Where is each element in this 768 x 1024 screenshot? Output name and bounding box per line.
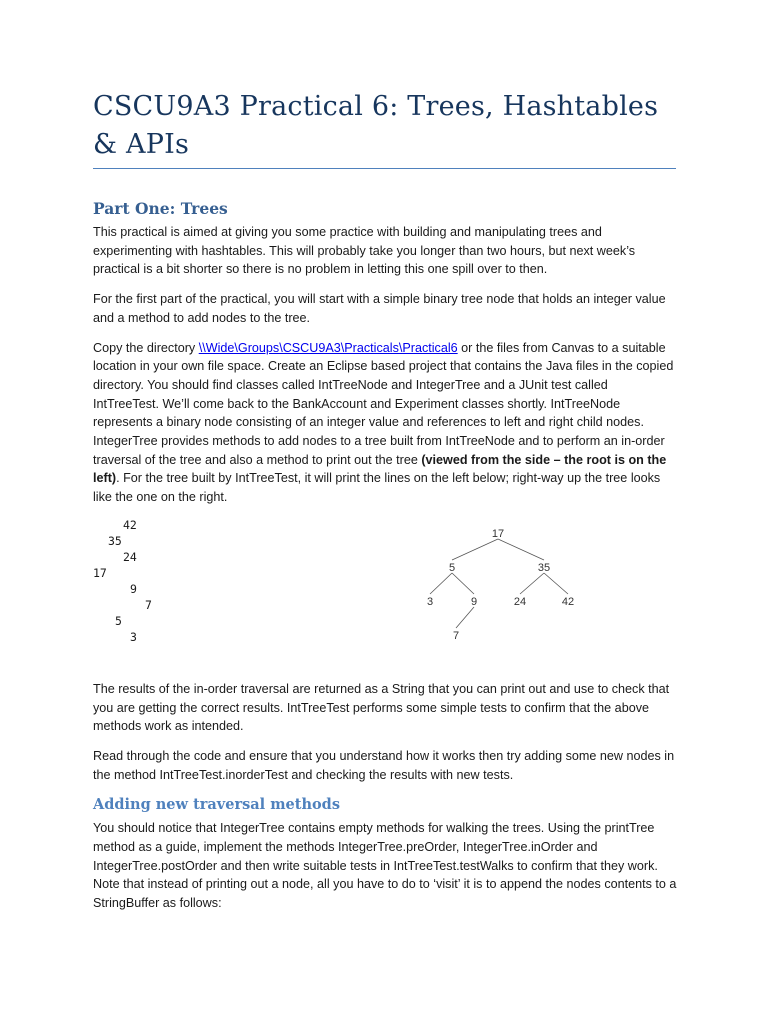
tree-figure bbox=[93, 518, 677, 652]
tree-node-label: 24 bbox=[513, 595, 527, 608]
tree-edge bbox=[452, 539, 498, 560]
paragraph-intro: This practical is aimed at giving you some practice with building and manipulating trees and experimenting with hashtables. This will probably take you longer than two hours, but next week’s practical is a bit shorter so there is no problem in letting this one spill over to then. bbox=[93, 225, 636, 277]
text-copy-suffix: . For the tree built by IntTreeTest, it will print the lines on the left below; right-way up the tree looks like the one on the right. bbox=[93, 471, 661, 505]
side-tree-line: 7 bbox=[145, 597, 152, 612]
side-tree-line: 42 bbox=[123, 517, 137, 532]
side-tree-line: 35 bbox=[108, 533, 122, 548]
side-tree-line: 5 bbox=[115, 613, 122, 628]
paragraph-read-code: Read through the code and ensure that you understand how it works then try adding some new nodes in the method IntTreeTest.inorderTest and checking the results with new tests. bbox=[93, 748, 675, 782]
tree-node-label: 7 bbox=[452, 629, 460, 642]
tree-node-label: 9 bbox=[470, 595, 478, 608]
tree-node-label: 3 bbox=[426, 595, 434, 608]
side-tree-line: 17 bbox=[93, 565, 107, 580]
text-copy-prefix: Copy the directory bbox=[93, 340, 199, 355]
tree-edge bbox=[544, 573, 568, 594]
title-divider bbox=[93, 168, 676, 169]
tree-edge bbox=[452, 573, 474, 594]
side-tree-line: 24 bbox=[123, 549, 137, 564]
paragraph-inorder-results: The results of the in-order traversal are returned as a String that you can print out and use to check that you are getting the correct results. IntTreeTest performs some simple tests to confirm that the above methods work as intended. bbox=[93, 681, 670, 734]
tree-edge bbox=[456, 607, 474, 628]
tree-diagram bbox=[418, 528, 598, 658]
side-tree-line: 9 bbox=[130, 581, 137, 596]
paragraph-traversal-methods: You should notice that IntegerTree contains empty methods for walking the trees. Using the printTree method as a guide, implement the methods IntegerTree.preOrder, IntegerTree.inOrder and IntegerTree.postOrder and then write suitable tests in IntTreeTest.testWalks to confirm that they work. Note that instead of printing out a node, all you have to do to ‘visit’ it is to append the nodes contents to a StringBuffer as follows: bbox=[93, 821, 677, 911]
tree-node-label: 35 bbox=[537, 561, 551, 574]
tree-edge bbox=[430, 573, 452, 594]
directory-link[interactable]: \\Wide\Groups\CSCU9A3\Practicals\Practical6 bbox=[198, 340, 458, 355]
side-tree-line: 3 bbox=[130, 629, 137, 644]
tree-node-label: 42 bbox=[561, 595, 575, 608]
text-copy-body: or the files from Canvas to a suitable location in your own file space. Create an Eclipse based project that contains the Java files in the copied directory. You should find classes called IntTreeNode and IntegerTree and a JUnit test called IntTreeTest. We’ll come back to the BankAccount and Experiment classes shortly. IntTreeNode represents a binary node consisting of an integer value and references to left and right child nodes. IntegerTree provides methods to add nodes to a tree built from IntTreeNode and to perform an in-order traversal of the tree and also a method to print out the tree bbox=[93, 340, 674, 467]
text-bold-side-view: (viewed from the side – the root is on the left) bbox=[93, 452, 667, 486]
paragraph-first-part: For the first part of the practical, you will start with a simple binary tree node that holds an integer value and a method to add nodes to the tree. bbox=[93, 292, 666, 325]
tree-node-label: 5 bbox=[448, 561, 456, 574]
tree-edge bbox=[520, 573, 544, 594]
part-one-heading: Part One: Trees bbox=[93, 199, 228, 218]
document-title: CSCU9A3 Practical 6: Trees, Hashtables & APIs bbox=[93, 91, 659, 160]
tree-edge bbox=[498, 539, 544, 560]
traversal-heading: Adding new traversal methods bbox=[93, 796, 340, 814]
document-page bbox=[93, 88, 677, 924]
paragraph-copy-directory bbox=[93, 339, 677, 507]
tree-node-label: 17 bbox=[491, 527, 505, 540]
